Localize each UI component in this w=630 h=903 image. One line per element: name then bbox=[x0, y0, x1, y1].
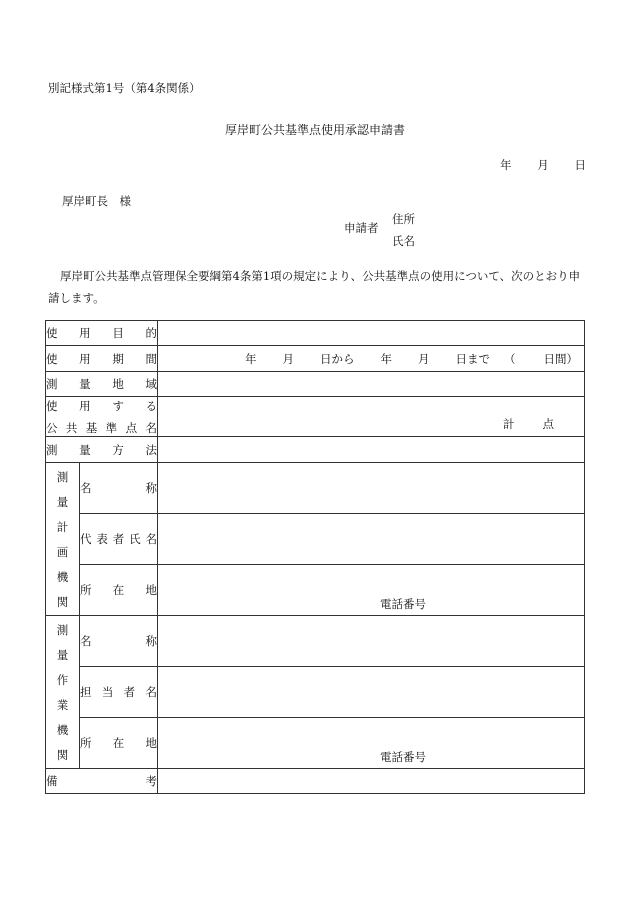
char: 法 bbox=[145, 442, 157, 457]
char: 的 bbox=[145, 326, 157, 340]
char: 用 bbox=[79, 326, 91, 340]
char: 使 bbox=[46, 351, 58, 366]
char: 基 bbox=[85, 420, 98, 435]
char: 氏 bbox=[129, 532, 141, 546]
char: 在 bbox=[112, 583, 125, 597]
points-label bbox=[46, 397, 158, 437]
char: 域 bbox=[145, 377, 157, 391]
row-points bbox=[46, 397, 585, 437]
char: 量 bbox=[79, 442, 91, 457]
work-name-label bbox=[80, 616, 158, 667]
application-table bbox=[45, 320, 585, 794]
char: 所 bbox=[80, 736, 92, 750]
char: 担 bbox=[80, 685, 92, 699]
char: 地 bbox=[145, 583, 157, 597]
period-day-to: 日まで bbox=[455, 351, 490, 366]
char: 機 bbox=[56, 569, 69, 584]
char: 備 bbox=[46, 774, 58, 788]
remarks-label bbox=[46, 769, 158, 794]
char: す bbox=[112, 398, 124, 413]
remarks-field[interactable] bbox=[158, 769, 585, 794]
char: 関 bbox=[56, 747, 69, 762]
char: 所 bbox=[80, 583, 92, 597]
char: 者 bbox=[112, 532, 125, 546]
planning-location-field[interactable] bbox=[158, 565, 585, 616]
planning-phone-label: 電話番号 bbox=[380, 597, 426, 611]
char: 計 bbox=[56, 519, 69, 534]
char: 用 bbox=[79, 398, 91, 413]
planning-org-label bbox=[46, 463, 80, 616]
char: 測 bbox=[56, 469, 69, 484]
purpose-label bbox=[46, 321, 158, 346]
date-line bbox=[500, 157, 586, 173]
char: 称 bbox=[145, 634, 157, 648]
char: 期 bbox=[112, 351, 124, 366]
planning-name-field[interactable] bbox=[158, 463, 585, 514]
count-points: 点 bbox=[542, 417, 554, 431]
char: 準 bbox=[105, 420, 118, 435]
date-month: 月 bbox=[537, 158, 549, 172]
char: 測 bbox=[46, 377, 58, 391]
row-planning-name bbox=[46, 463, 585, 514]
char: 測 bbox=[56, 622, 69, 637]
work-org-label bbox=[46, 616, 80, 769]
char: 表 bbox=[96, 532, 108, 546]
char: 公 bbox=[46, 420, 58, 435]
char: 称 bbox=[145, 481, 157, 495]
char: 考 bbox=[145, 774, 157, 788]
char: 測 bbox=[46, 442, 58, 457]
area-field[interactable] bbox=[158, 372, 585, 397]
char: 名 bbox=[80, 634, 92, 648]
char: 量 bbox=[56, 494, 69, 509]
planning-location-label bbox=[80, 565, 158, 616]
row-work-location bbox=[46, 718, 585, 769]
row-period bbox=[46, 346, 585, 372]
char: 機 bbox=[56, 722, 69, 737]
char: 共 bbox=[65, 420, 78, 435]
char: 量 bbox=[56, 647, 69, 662]
char: 点 bbox=[125, 420, 138, 435]
points-field[interactable] bbox=[158, 397, 585, 437]
char: 使 bbox=[46, 326, 58, 340]
char: 名 bbox=[145, 420, 157, 435]
date-day: 日 bbox=[574, 158, 586, 172]
row-method bbox=[46, 437, 585, 463]
period-year-2: 年 bbox=[380, 351, 392, 366]
char: 画 bbox=[56, 544, 69, 559]
planning-name-label bbox=[80, 463, 158, 514]
char: 者 bbox=[123, 685, 136, 699]
document-title: 厚岸町公共基準点使用承認申請書 bbox=[224, 123, 405, 137]
work-phone-label: 電話番号 bbox=[380, 750, 426, 764]
period-field[interactable] bbox=[158, 346, 585, 372]
char: 作 bbox=[56, 672, 69, 687]
work-location-field[interactable] bbox=[158, 718, 585, 769]
char: 業 bbox=[56, 697, 69, 712]
method-field[interactable] bbox=[158, 437, 585, 463]
applicant-label: 申請者 bbox=[344, 221, 379, 235]
row-purpose bbox=[46, 321, 585, 346]
period-days: 日間） bbox=[543, 351, 578, 366]
char: 間 bbox=[145, 351, 157, 366]
addressee: 厚岸町長 様 bbox=[62, 194, 131, 208]
char: る bbox=[145, 398, 157, 413]
planning-rep-label bbox=[80, 514, 158, 565]
row-area bbox=[46, 372, 585, 397]
char: 代 bbox=[80, 532, 92, 546]
points-count bbox=[503, 416, 554, 432]
period-day-from: 日から bbox=[320, 351, 355, 366]
char: 関 bbox=[56, 594, 69, 609]
purpose-field[interactable] bbox=[158, 321, 585, 346]
area-label bbox=[46, 372, 158, 397]
period-year-1: 年 bbox=[245, 351, 257, 366]
char: 名 bbox=[145, 685, 157, 699]
period-month-1: 月 bbox=[282, 351, 294, 366]
row-work-person bbox=[46, 667, 585, 718]
row-remarks bbox=[46, 769, 585, 794]
count-total: 計 bbox=[503, 417, 515, 431]
period-paren-open: （ bbox=[504, 351, 516, 366]
char: 名 bbox=[80, 481, 92, 495]
method-label bbox=[46, 437, 158, 463]
char: 地 bbox=[112, 377, 124, 391]
work-location-label bbox=[80, 718, 158, 769]
form-number: 別記様式第1号（第4条関係） bbox=[48, 81, 201, 95]
body-text: 厚岸町公共基準点管理保全要綱第4条第1項の規定により、公共基準点の使用について、次のとおり申請します。 bbox=[48, 269, 581, 305]
char: 名 bbox=[145, 532, 157, 546]
char: 当 bbox=[101, 685, 114, 699]
work-name-field[interactable] bbox=[158, 616, 585, 667]
char: 量 bbox=[79, 377, 91, 391]
name-label: 氏名 bbox=[392, 234, 415, 248]
work-person-field[interactable] bbox=[158, 667, 585, 718]
char: 地 bbox=[145, 736, 157, 750]
char: 使 bbox=[46, 398, 58, 413]
address-label: 住所 bbox=[392, 212, 415, 226]
char: 用 bbox=[79, 351, 91, 366]
row-work-name bbox=[46, 616, 585, 667]
date-year: 年 bbox=[500, 158, 512, 172]
period-label bbox=[46, 346, 158, 372]
period-month-2: 月 bbox=[418, 351, 430, 366]
work-person-label bbox=[80, 667, 158, 718]
char: 方 bbox=[112, 442, 124, 457]
char: 在 bbox=[112, 736, 125, 750]
row-planning-location bbox=[46, 565, 585, 616]
char: 目 bbox=[112, 326, 124, 340]
row-planning-rep bbox=[46, 514, 585, 565]
planning-rep-field[interactable] bbox=[158, 514, 585, 565]
